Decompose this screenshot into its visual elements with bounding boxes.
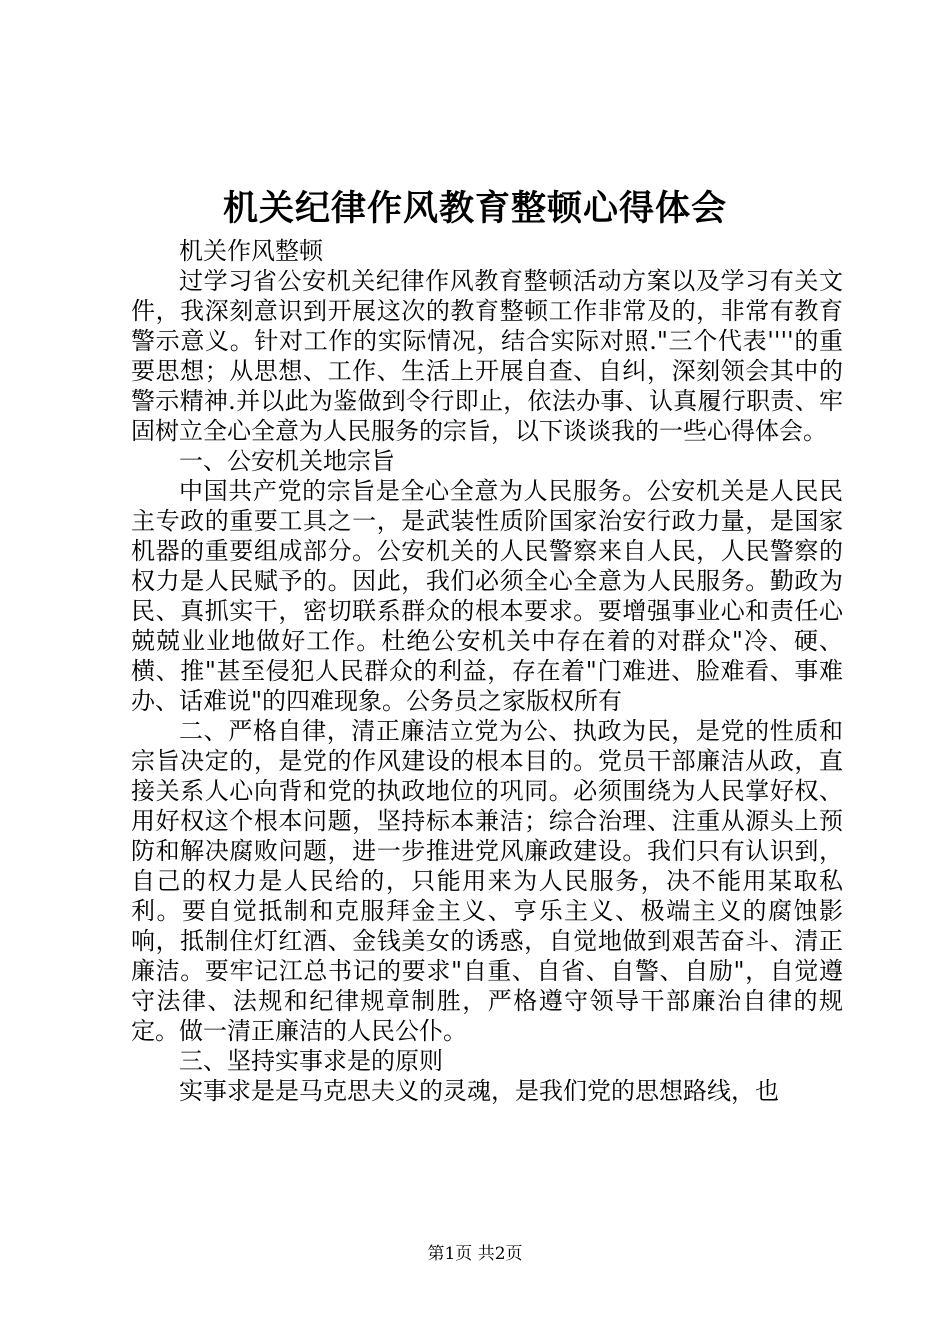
paragraph-section-2: 二、严格自律，清正廉洁立党为公、执政为民，是党的性质和宗旨决定的，是党的作风建设的根本目的。党员干部廉洁从政，直接关系人心向背和党的执政地位的巩同。必须围绕为人民掌好权、用好权这个根本问题，坚持标本兼洁；综合治理、注重从源头上预防和解决腐败问题，进一步推进党风廉政建设。我们只有认识到，自己的权力是人民给的，只能用来为人民服务，决不能用某取私利。要自觉抵制和克服拜金主义、亨乐主义、极端主义的腐蚀影响，抵制住灯红酒、金钱美女的诱惑，自觉地做到艰苦奋斗、清正廉洁。要牢记江总书记的要求"自重、自省、自警、自励"，自觉遵守法律、法规和纪律规章制胜，严格遵守领导干部廉治自律的规定。做一清正廉洁的人民公仆。 <box>131 717 843 1045</box>
paragraph-section-1: 中国共产党的宗旨是全心全意为人民服务。公安机关是人民民主专政的重要工具之一，是武装性质阶国家治安行政力量，是国家机器的重要组成部分。公安机关的人民警察来自人民，人民警察的权力是人民赋予的。因此，我们必须全心全意为人民服务。勤政为民、真抓实干，密切联系群众的根本要求。要增强事业心和责任心兢兢业业地做好工作。杜绝公安机关中存在着的对群众"冷、硬、横、推"甚至侵犯人民群众的利益，存在着"门难进、脸难看、事难办、话难说"的四难现象。公务员之家版权所有 <box>131 477 843 715</box>
section-heading-1: 一、公安机关地宗旨 <box>179 447 395 475</box>
paragraph-subtitle: 机关作风整顿 <box>179 237 323 265</box>
document-body <box>131 236 843 1106</box>
paragraph-section-3: 实事求是是马克思夫义的灵魂，是我们党的思想路线，也 <box>179 1077 779 1105</box>
paragraph-intro: 过学习省公安机关纪律作风教育整顿活动方案以及学习有关文件，我深刻意识到开展这次的教育整顿工作非常及的，非常有教育警示意义。针对工作的实际情况，结合实际对照."三个代表''''的重要思想；从思想、工作、生活上开展自查、自纠，深刻领会其中的警示精神.并以此为鉴做到令行即止，依法办事、认真履行职责、牢固树立全心全意为人民服务的宗旨，以下谈谈我的一些心得体会。 <box>131 267 843 445</box>
section-heading-3: 三、坚持实事求是的原则 <box>179 1047 443 1075</box>
page-footer: 第1页 共2页 <box>427 1244 523 1264</box>
document-title: 机关纪律作风教育整顿心得体会 <box>222 188 727 229</box>
